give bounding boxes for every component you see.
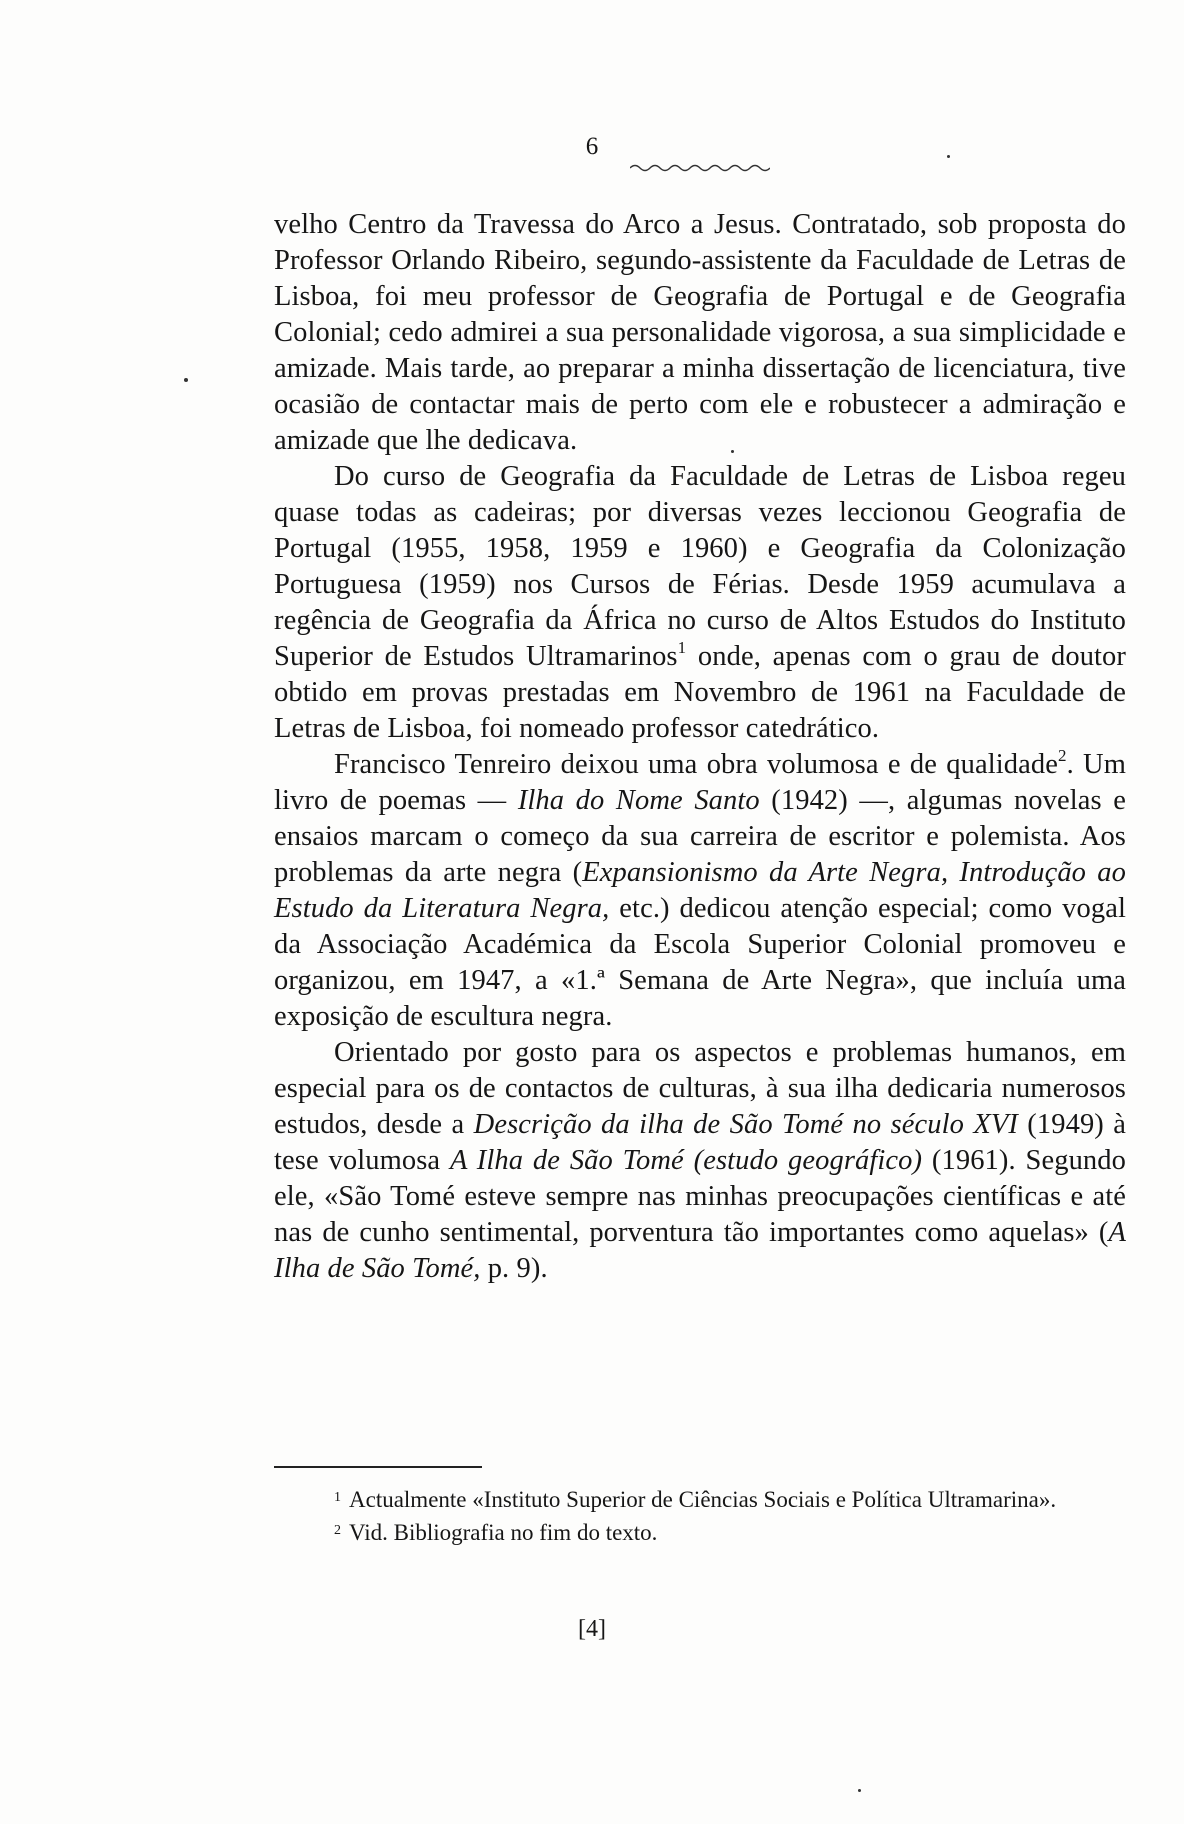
text-run: Orientado por gosto para os aspectos e problemas humanos, em especial para os de contactos de culturas, à sua ilha dedicaria numerosos estudos, desde a — [274, 1037, 1126, 1140]
wavy-ornament — [630, 163, 770, 173]
footnotes — [274, 1485, 1126, 1551]
text-run: . Um livro de poemas — — [274, 749, 1127, 816]
scan-speck — [184, 378, 188, 382]
italic-title: A Ilha de São Tomé, — [274, 1217, 1126, 1284]
footnote-text: Actualmente «Instituto Superior de Ciências Sociais e Política Ultramarina». — [349, 1487, 1057, 1512]
italic-title: Ilha do Nome Santo — [517, 785, 760, 816]
footnote — [274, 1485, 1126, 1518]
italic-title: A Ilha de São Tomé (estudo geográfico) — [449, 1145, 923, 1176]
text-run: velho Centro da Travessa do Arco a Jesus. Contratado, sob proposta do Professor Orlando Ribeiro, segundo-assistente da Faculdade de Letras de Lisboa, foi meu professor de Geografia de Portugal e de Geografia Colonial; cedo admirei a sua personalidade vigorosa, a sua simplicidade e amizade. Mais tarde, ao preparar a minha dissertação de licenciatura, tive ocasião de contactar mais de perto com ele e robustecer a admiração e amizade que lhe dedicava. — [274, 209, 1126, 456]
paragraph-p2 — [274, 459, 1126, 747]
text-run: (1942) —, algumas novelas e ensaios marcam o começo da sua carreira de escritor e polemista. Aos problemas da arte negra ( — [274, 785, 1127, 888]
text-run: (1961). Segundo ele, «São Tomé esteve sempre nas minhas preocupações científicas e até nas de cunho sentimental, porventura tão importantes como aquelas» ( — [274, 1145, 1126, 1248]
scan-speck — [858, 1789, 861, 1792]
text-run: Francisco Tenreiro deixou uma obra volumosa e de qualidade — [334, 749, 1058, 780]
footnote-rule — [274, 1466, 482, 1468]
signature-mark: [4] — [578, 1616, 606, 1642]
text-run: etc.) dedicou atenção especial; como vogal da Associação Académica da Escola Superior Colonial promoveu e organizou, em 1947, a «1.ª Semana de Arte Negra», que incluía uma exposição de escultura negra. — [274, 893, 1126, 1032]
footnote-ref: 2 — [1057, 745, 1067, 765]
text-run: Do curso de Geografia da Faculdade de Letras de Lisboa regeu quase todas as cadeiras; por diversas vezes leccionou Geografia de Portugal (1955, 1958, 1959 e 1960) e Geografia da Colonização Portuguesa (1959) nos Cursos de Férias. Desde 1959 acumulava a regência de Geografia da África no curso de Altos Estudos do Instituto Superior de Estudos Ultramarinos — [274, 461, 1126, 672]
footnote-number: 2 — [334, 1523, 341, 1538]
italic-title: Expansionismo da Arte Negra, Introdução ao Estudo da Literatura Negra, — [274, 857, 1126, 924]
paragraph-p4 — [274, 1035, 1126, 1287]
scan-speck — [731, 450, 734, 453]
footnote-ref: 1 — [677, 637, 687, 657]
footnote-number: 1 — [334, 1490, 341, 1505]
paragraph-p3 — [274, 747, 1126, 1035]
text-run: p. 9). — [480, 1253, 548, 1284]
scan-speck — [947, 155, 950, 158]
paragraph-p1 — [274, 207, 1126, 459]
italic-title: Descrição da ilha de São Tomé no século XVI — [473, 1109, 1018, 1140]
text-run: (1949) à tese volumosa — [274, 1109, 1126, 1176]
page-number: 6 — [585, 133, 599, 160]
footnote — [274, 1518, 1126, 1551]
body-text — [274, 207, 1126, 1287]
footnote-text: Vid. Bibliografia no fim do texto. — [349, 1520, 658, 1545]
text-run: onde, apenas com o grau de doutor obtido em provas prestadas em Novembro de 1961 na Faculdade de Letras de Lisboa, foi nomeado professor catedrático. — [274, 641, 1127, 744]
